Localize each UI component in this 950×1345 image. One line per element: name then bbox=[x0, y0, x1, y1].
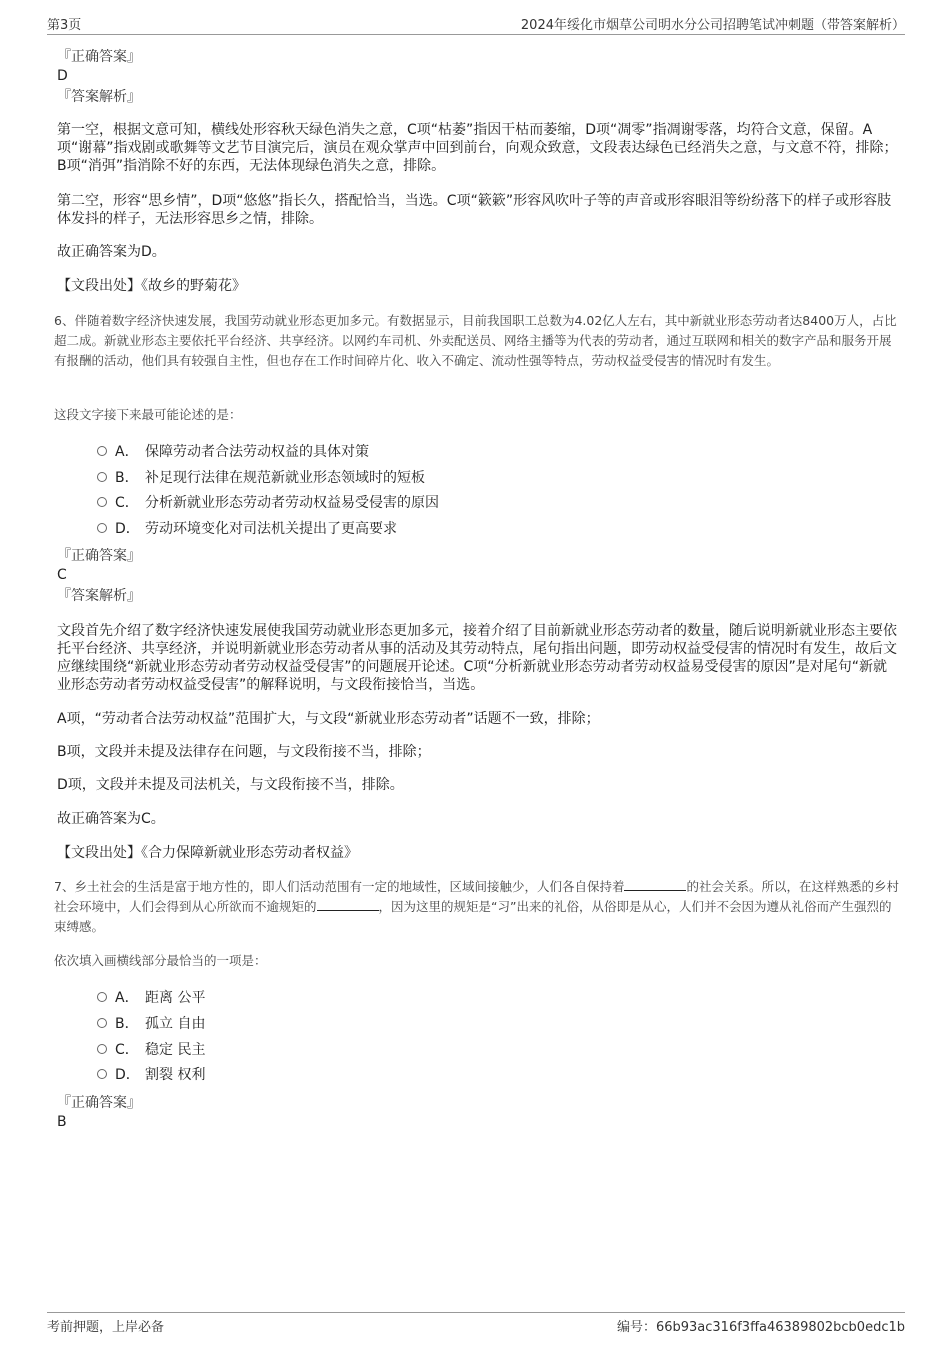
option-letter: A． bbox=[115, 444, 139, 460]
option-letter: B． bbox=[115, 470, 139, 486]
q7-prompt: 依次填入画横线部分最恰当的一项是： bbox=[54, 953, 267, 968]
option-letter: C． bbox=[115, 1042, 139, 1058]
q6-analysis-para-2: A项，“劳动者合法劳动权益”范围扩大，与文段“新就业形态劳动者”话题不一致，排除； bbox=[57, 711, 600, 727]
q7-stem-part-1: 7、乡土社会的生活是富于地方性的，即人们活动范围有一定的地域性，区域间接触少，人们各自保持着 bbox=[54, 879, 625, 894]
q7-option-a[interactable] bbox=[97, 989, 205, 1007]
q5-analysis-para-2: 第二空，形容“思乡情”，D项“悠悠”指长久，搭配恰当，当选。C项“簌簌”形容风吹叶子等的声音或形容眼泪等纷纷落下的样子或形容肢体发抖的样子，无法形容思乡之情，排除。 bbox=[57, 193, 892, 227]
option-letter: D． bbox=[115, 1067, 140, 1083]
q6-source: 【文段出处】《合力保障新就业形态劳动者权益》 bbox=[57, 845, 358, 861]
q7-option-c[interactable] bbox=[97, 1041, 205, 1059]
option-text: 劳动环境变化对司法机关提出了更高要求 bbox=[145, 521, 397, 537]
radio-button[interactable] bbox=[97, 472, 107, 482]
q6-option-a[interactable] bbox=[97, 443, 369, 461]
page-number: 第3页 bbox=[47, 18, 82, 33]
q6-analysis-conclusion: 故正确答案为C。 bbox=[57, 811, 165, 827]
q7-stem-part-2: 的社会关系。所以，在这样熟悉的乡村社会环境中，人们会得到从心所欲而不逾规矩的 bbox=[54, 879, 899, 914]
q7-option-b[interactable] bbox=[97, 1015, 205, 1033]
q5-source: 【文段出处】《故乡的野菊花》 bbox=[57, 278, 246, 294]
q6-option-d[interactable] bbox=[97, 520, 397, 538]
q5-analysis-label: 『答案解析』 bbox=[57, 89, 141, 105]
option-letter: A． bbox=[115, 990, 139, 1006]
radio-button[interactable] bbox=[97, 446, 107, 456]
option-text: 分析新就业形态劳动者劳动权益易受侵害的原因 bbox=[145, 495, 439, 511]
q5-answer-label: 『正确答案』 bbox=[57, 49, 141, 65]
fill-blank-2 bbox=[317, 898, 379, 911]
footer-slogan: 考前押题，上岸必备 bbox=[47, 1320, 165, 1335]
radio-button[interactable] bbox=[97, 523, 107, 533]
radio-button[interactable] bbox=[97, 497, 107, 507]
q6-analysis-para-4: D项，文段并未提及司法机关，与文段衔接不当，排除。 bbox=[57, 777, 404, 793]
q6-answer-label: 『正确答案』 bbox=[57, 548, 141, 564]
q5-analysis-para-1: 第一空，根据文意可知，横线处形容秋天绿色消失之意，C项“枯萎”指因干枯而萎缩，D项“凋零”指凋谢零落，均符合文意，保留。A项“谢幕”指戏剧或歌舞等文艺节目演完后，演员在观众掌声中回到前台，向观众致意，文段表达绿色已经消失之意，与文意不符，排除；B项“消弭”指消除不好的东西，无法体现绿色消失之意，排除。 bbox=[57, 122, 898, 174]
q6-answer: C bbox=[57, 567, 67, 583]
option-text: 割裂 权利 bbox=[145, 1067, 206, 1083]
option-letter: C． bbox=[115, 495, 139, 511]
option-text: 距离 公平 bbox=[145, 990, 206, 1006]
q7-stem-part-3: ，因为这里的规矩是“习”出来的礼俗，从俗即是从心，人们并不会因为遵从礼俗而产生强烈的束缚感。 bbox=[54, 899, 892, 934]
q6-stem: 6、伴随着数字经济快速发展，我国劳动就业形态更加多元。有数据显示，目前我国职工总数为4.02亿人左右，其中新就业形态劳动者达8400万人，占比超二成。新就业形态主要依托平台经济、共享经济。以网约车司机、外卖配送员、网络主播等为代表的劳动者，通过互联网和相关的数字产品和服务开展有报酬的活动，他们具有较强自主性，但也存在工作时间碎片化、收入不确定、流动性强等特点，劳动权益受侵害的情况时有发生。 bbox=[54, 313, 897, 368]
option-letter: B． bbox=[115, 1016, 139, 1032]
radio-button[interactable] bbox=[97, 1044, 107, 1054]
q6-analysis-para-3: B项，文段并未提及法律存在问题，与文段衔接不当，排除； bbox=[57, 744, 431, 760]
q7-stem bbox=[54, 877, 900, 937]
document-id: 编号：66b93ac316f3ffa46389802bcb0edc1b bbox=[616, 1320, 905, 1335]
q7-option-d[interactable] bbox=[97, 1066, 205, 1084]
q6-option-b[interactable] bbox=[97, 469, 425, 487]
radio-button[interactable] bbox=[97, 992, 107, 1002]
page-footer bbox=[47, 1312, 905, 1333]
q7-answer-label: 『正确答案』 bbox=[57, 1095, 141, 1111]
radio-button[interactable] bbox=[97, 1069, 107, 1079]
q7-answer: B bbox=[57, 1114, 67, 1130]
option-letter: D． bbox=[115, 521, 140, 537]
document-title: 2024年绥化市烟草公司明水分公司招聘笔试冲刺题（带答案解析） bbox=[520, 18, 905, 33]
q5-analysis-conclusion: 故正确答案为D。 bbox=[57, 244, 166, 260]
fill-blank-1 bbox=[624, 878, 686, 891]
q6-analysis-label: 『答案解析』 bbox=[57, 588, 141, 604]
q5-answer: D bbox=[57, 68, 68, 84]
q6-analysis-para-1: 文段首先介绍了数字经济快速发展使我国劳动就业形态更加多元，接着介绍了目前新就业形态劳动者的数量，随后说明新就业形态主要依托平台经济、共享经济，并说明新就业形态劳动者从事的活动及其劳动特点，尾句指出问题，即劳动权益受侵害的情况时有发生，故后文应继续围绕“新就业形态劳动者劳动权益受侵害”的问题展开论述。C项“分析新就业形态劳动者劳动权益易受侵害的原因”是对尾句“新就业形态劳动者劳动权益受侵害”的解释说明，与文段衔接恰当，当选。 bbox=[57, 623, 897, 693]
radio-button[interactable] bbox=[97, 1018, 107, 1028]
option-text: 孤立 自由 bbox=[145, 1016, 206, 1032]
option-text: 保障劳动者合法劳动权益的具体对策 bbox=[145, 444, 369, 460]
option-text: 稳定 民主 bbox=[145, 1042, 206, 1058]
q6-option-c[interactable] bbox=[97, 494, 439, 512]
q6-prompt: 这段文字接下来最可能论述的是： bbox=[54, 407, 242, 422]
option-text: 补足现行法律在规范新就业形态领域时的短板 bbox=[145, 470, 425, 486]
page-header bbox=[47, 12, 905, 35]
